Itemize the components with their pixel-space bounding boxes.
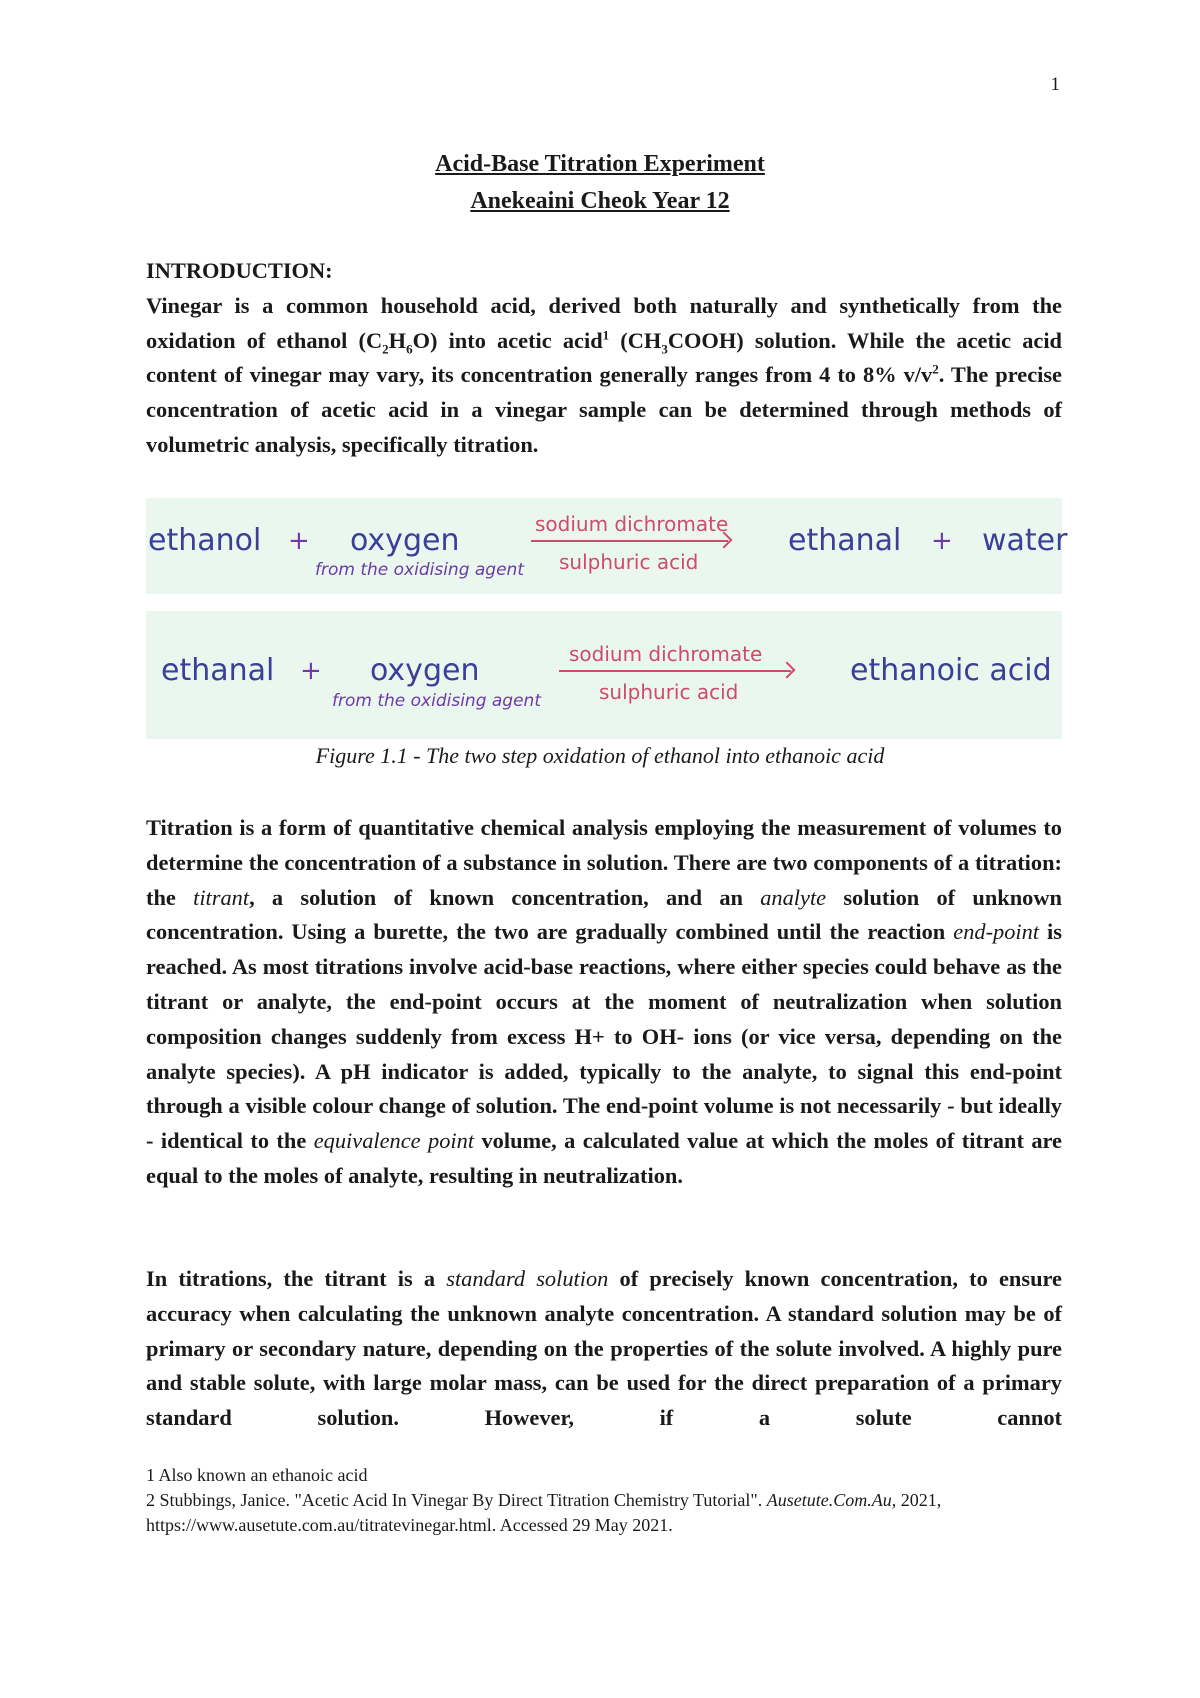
standard-solution-paragraph: In titrations, the titrant is a standard solution of precisely known concentration, to ensure accuracy when calculating the unknown analyte concentration. A standard solution may be of primary or secondary nature, depending on the properties of the solute involved. A highly pure and stable solute, with large molar mass, can be used for the direct preparation of a primary standard solution. However, if a solute cannot xyxy=(146,1266,1062,1431)
term-analyte: analyte xyxy=(760,884,827,910)
introduction-section xyxy=(146,254,1062,463)
figure-caption: Figure 1.1 - The two step oxidation of ethanol into ethanoic acid xyxy=(315,743,885,768)
eq2-condition-top: sodium dichromate xyxy=(569,642,763,666)
eq2-reaction-arrow xyxy=(559,670,791,672)
eq1-product-ethanal: ethanal xyxy=(788,523,902,558)
page-number: 1 xyxy=(1050,74,1060,95)
eq2-product-ethanoic-acid: ethanoic acid xyxy=(850,653,1052,688)
eq2-reactant-ethanal: ethanal xyxy=(161,653,275,688)
eq1-reactant-oxygen: oxygen xyxy=(350,523,460,558)
eq1-condition-bottom: sulphuric acid xyxy=(559,550,699,574)
footnote-1: 1 Also known an ethanoic acid xyxy=(146,1465,368,1485)
eq1-oxidising-agent-note: from the oxidising agent xyxy=(315,560,524,580)
eq2-condition-bottom: sulphuric acid xyxy=(599,680,739,704)
term-equivalence-point: equivalence point xyxy=(313,1128,475,1154)
eq1-reaction-arrow xyxy=(531,540,728,542)
introduction-heading: INTRODUCTION: xyxy=(146,258,333,283)
footnote-2: 2 Stubbings, Janice. "Acetic Acid In Vinegar By Direct Titration Chemistry Tutorial". Ausetute.Com.Au, 2021, https://www.ausetute.com.au/titratevinegar.html. Accessed 29 May 2021. xyxy=(146,1490,942,1535)
eq2-oxidising-agent-note: from the oxidising agent xyxy=(332,691,541,711)
figure-equation-1 xyxy=(146,498,1068,594)
eq1-reactant-ethanol: ethanol xyxy=(148,523,262,558)
introduction-paragraph: Vinegar is a common household acid, derived both naturally and synthetically from the oxidation of ethanol $(C_2H_6O)$ into acetic acid$^1$ $(CH_3COOH)$ solution. While the acetic acid content of vinegar may vary, its concentration generally ranges from 4 to 8% $v/v^2$. The precise concentration of acetic acid in a vinegar sample can be determined through methods of volumetric analysis, specifically titration. xyxy=(146,292,1062,457)
term-end-point: end-point xyxy=(953,919,1040,945)
document-title: Acid-Base Titration Experiment xyxy=(435,151,765,177)
eq1-plus-1: + xyxy=(288,526,310,556)
eq1-plus-2: + xyxy=(931,526,953,556)
eq1-product-water: water xyxy=(982,523,1068,558)
term-titrant: titrant xyxy=(193,884,250,910)
titration-paragraph: Titration is a form of quantitative chemical analysis employing the measurement of volumes to determine the concentration of a substance in solution. There are two components of a titration: the titrant, a solution of known concentration, and an analyte solution of unknown concentration. Using a burette, the two are gradually combined until the reaction end-point is reached. As most titrations involve acid-base reactions, where either species could behave as the titrant or analyte, the end-point occurs at the moment of neutralization when solution composition changes suddenly from excess H+ to OH- ions (or vice versa, depending on the analyte species). A pH indicator is added, typically to the analyte, to signal this end-point through a visible colour change of solution. The end-point volume is not necessarily - but ideally - identical to the equivalence point volume, a calculated value at which the moles of titrant are equal to the moles of analyte, resulting in neutralization. xyxy=(146,815,1062,1188)
eq2-reactant-oxygen: oxygen xyxy=(370,653,480,688)
footnote-2-source: Ausetute.Com.Au xyxy=(766,1490,892,1510)
eq2-plus: + xyxy=(300,656,322,686)
title-block xyxy=(0,146,1200,220)
term-standard-solution: standard solution xyxy=(446,1266,609,1291)
figure-equation-2 xyxy=(146,611,1062,739)
document-subtitle: Anekeaini Cheok Year 12 xyxy=(470,188,730,214)
eq1-condition-top: sodium dichromate xyxy=(535,512,729,536)
footnotes xyxy=(146,1463,1062,1538)
